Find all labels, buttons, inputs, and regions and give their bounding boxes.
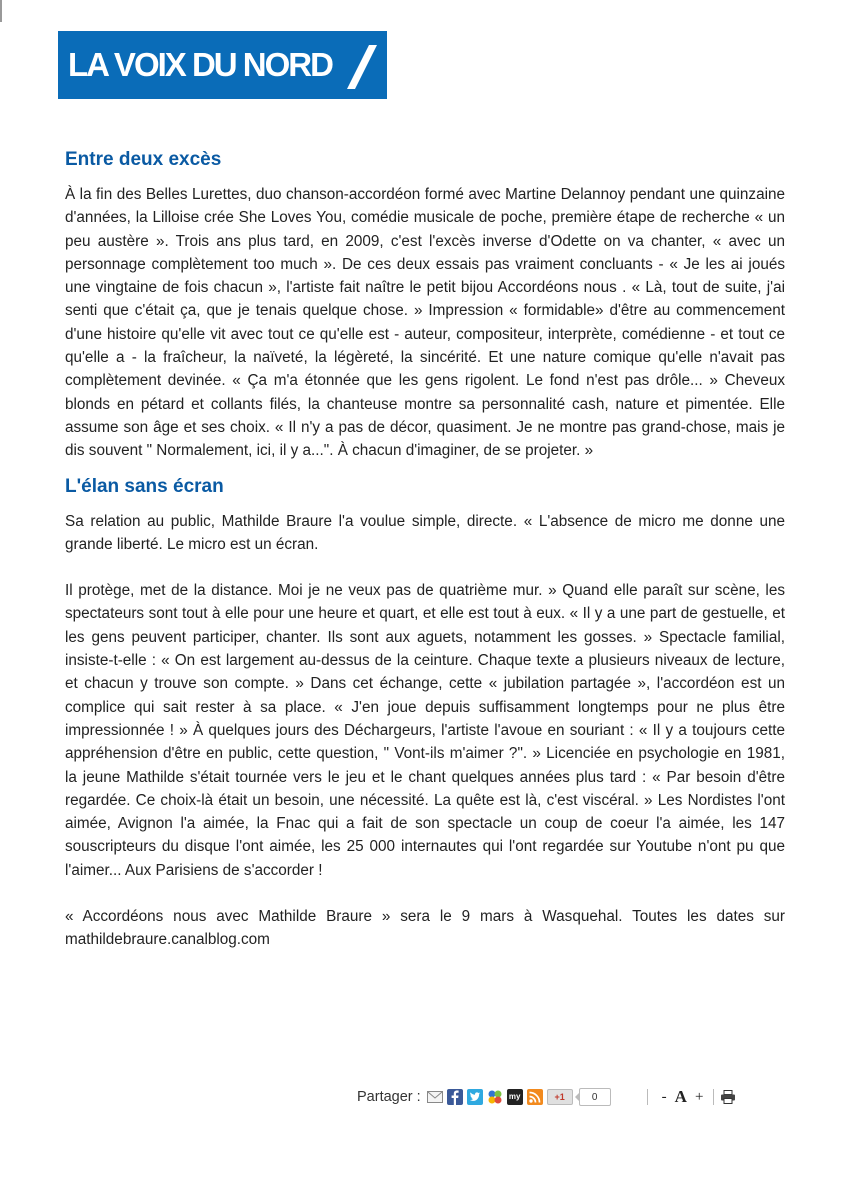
print-icon[interactable] (720, 1089, 736, 1105)
article-body (65, 146, 785, 952)
google-plus-label: +1 (554, 1092, 565, 1102)
myspace-icon[interactable] (507, 1089, 523, 1105)
paragraph-4: « Accordéons nous avec Mathilde Braure » sera le 9 mars à Wasquehal. Toutes les dates sur mathildebraure.canalblog.com (65, 908, 785, 949)
divider (647, 1089, 648, 1105)
rss-icon[interactable] (527, 1089, 543, 1105)
font-increase-button[interactable]: + (694, 1088, 704, 1105)
share-toolbar (357, 1086, 740, 1108)
facebook-icon[interactable] (447, 1089, 463, 1105)
logo-slash-icon (339, 31, 379, 99)
myspace-label: my (508, 1092, 521, 1101)
section-heading-2: L'élan sans écran (65, 475, 224, 497)
logo (58, 31, 387, 99)
section-heading-1: Entre deux excès (65, 149, 222, 170)
paragraph-2: Sa relation au public, Mathilde Braure l'a voulue simple, directe. « L'absence de micro me donne une grande liberté. Le micro est un écran. (65, 512, 785, 553)
font-decrease-button[interactable]: - (661, 1088, 667, 1105)
page-edge-mark (0, 0, 2, 22)
font-size-label: A (674, 1087, 687, 1106)
delicious-icon[interactable] (487, 1089, 503, 1105)
share-count: 0 (579, 1088, 611, 1106)
paragraph-3: Il protège, met de la distance. Moi je ne veux pas de quatrième mur. » Quand elle paraît sur scène, les spectateurs sont tout à elle pour une heure et quart, et elle est tout à eux. « Il y a une part de gestuelle, et les gens peuvent participer, chanter. Ils sont aux aguets, notamment les gosses. » Spectacle familial, insiste-t-elle : « On est largement au-dessus de la ceinture. Chaque texte a plusieurs niveaux de lecture, et chacun y trouve son compte. » Dans cet échange, cette « jubilation partagée », l'accordéon est un complice qui sait rester à sa place. « J'en joue depuis suffisamment longtemps pour ne plus être impressionnée ! » À quelques jours des Déchargeurs, l'artiste l'avoue en souriant : « Il y a toujours cette appréhension d'être en public, cette question, " Vont-ils m'aimer ?". » Licenciée en psychologie en 1981, la jeune Mathilde s'était tournée vers le jeu et le chant quelques années plus tard : « Par besoin d'être regardée. Ce choix-là était un besoin, une nécessité. La quête est là, c'est viscéral. » Les Nordistes l'ont aimée, Avignon l'a aimée, la Fnac qui a fait de son spectacle un coup de coeur l'a aimée, les 147 souscripteurs du disque l'ont aimée, les 25 000 internautes qui l'ont regardée sur Youtube n'ont pu que l'aimer... Aux Parisiens de s'accorder ! (65, 582, 785, 879)
twitter-icon[interactable] (467, 1089, 483, 1105)
email-icon[interactable] (427, 1089, 443, 1105)
divider (713, 1089, 714, 1105)
share-label: Partager : (357, 1089, 421, 1105)
google-plus-icon[interactable] (547, 1089, 573, 1105)
paragraph-1: À la fin des Belles Lurettes, duo chanson-accordéon formé avec Martine Delannoy pendant une quinzaine d'années, la Lilloise crée She Loves You, comédie musicale de poche, première étape de recherche « un peu austère ». Trois ans plus tard, en 2009, c'est l'excès inverse d'Odette on va chanter, « avec un personnage complètement too much ». De ces deux essais pas vraiment concluants - « Je les ai joués une vingtaine de fois chacun », l'artiste fait naître le petit bijou Accordéons nous . « Là, tout de suite, j'ai senti que c'était ça, que je tenais quelque chose. » Impression « formidable» d'être au commencement d'une histoire qu'elle vit avec tout ce qu'elle est - auteur, compositeur, interprète, comédienne - et tout ce qu'elle a - la fraîcheur, la naïveté, la légèreté, la sincérité. Et une nature comique qu'elle n'avait pas complètement devinée. « Ça m'a étonnée que les gens rigolent. Le fond n'est pas drôle... » Cheveux blonds en pétard et collants filés, la chanteuse montre sa personnalité cash, nature et pimentée. Elle assume son âge et ses choix. « Il n'y a pas de décor, quasiment. Je ne montre pas grand-chose, mais je dis souvent " Normalement, ici, il y a...". À chacun d'imaginer, de se projeter. » (65, 186, 785, 460)
logo-text: LA VOIX DU NORD (68, 46, 332, 83)
